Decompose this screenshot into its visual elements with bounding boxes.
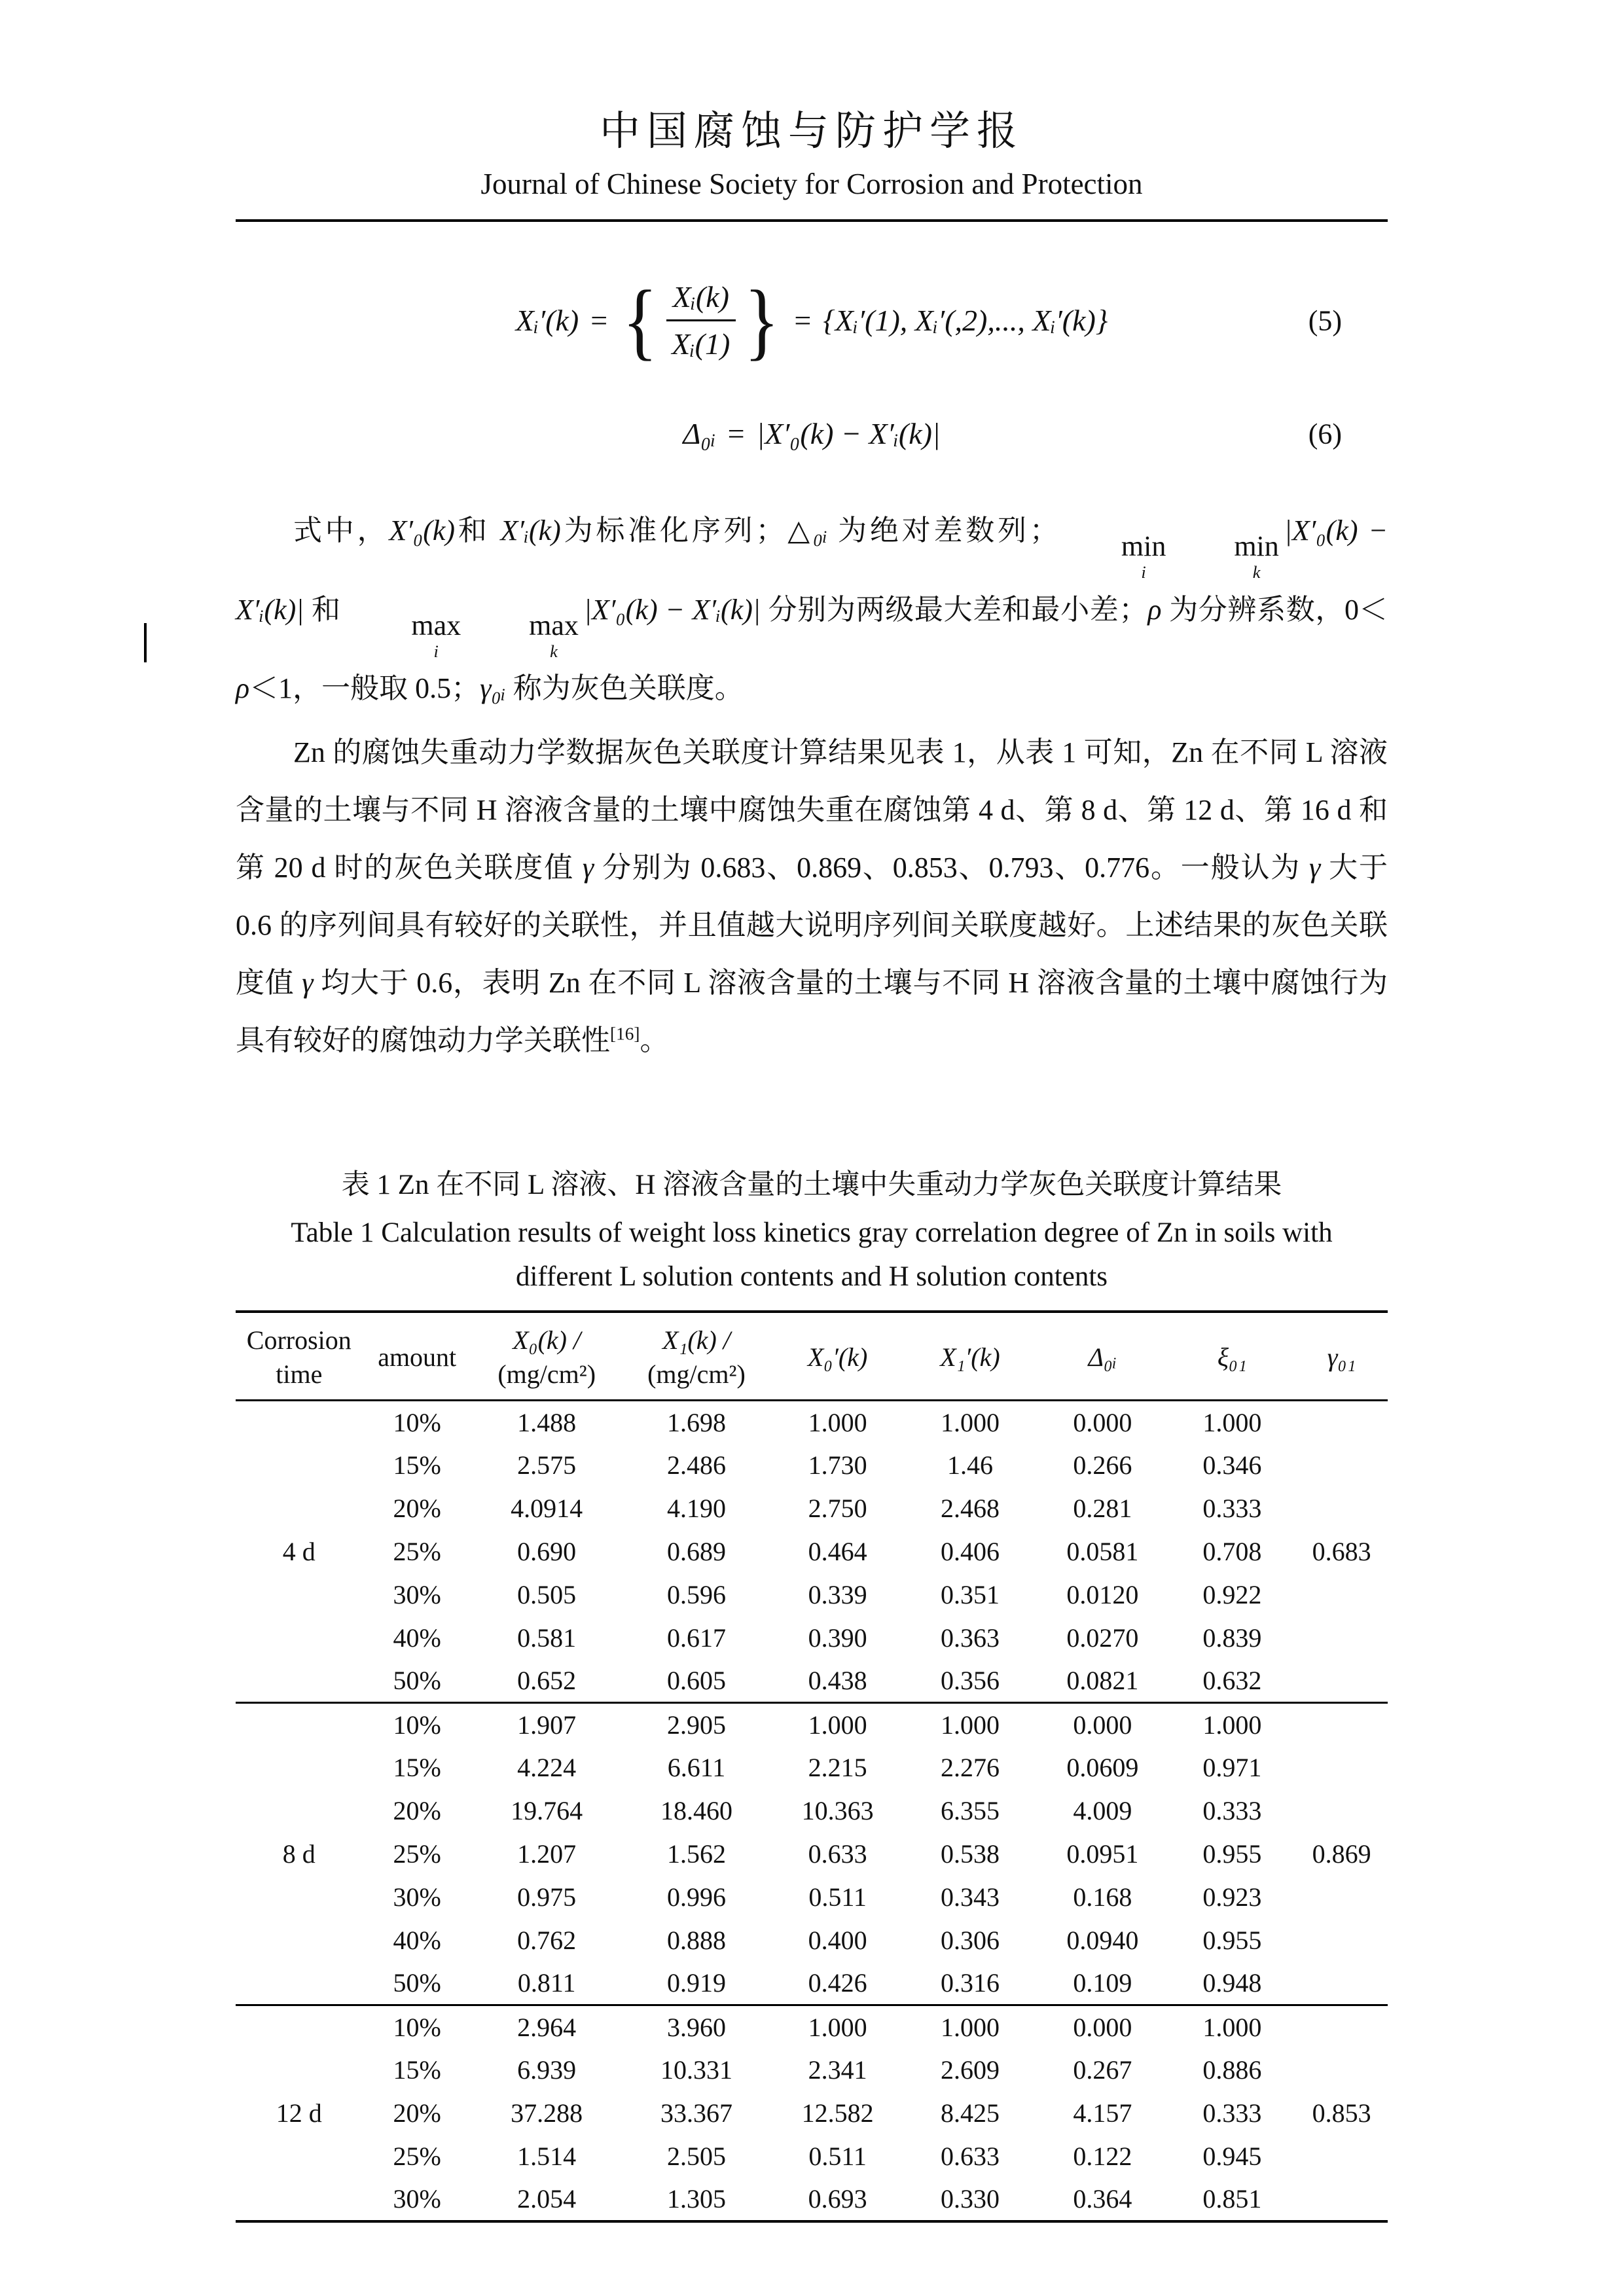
math-segment: X′₀(k) [389,514,456,547]
table-cell: 1.000 [808,1407,867,1437]
table-row [236,1962,1388,2005]
equation-5-body: Xᵢ′(k) = { $\frac{\text{Xᵢ(k)}}{\text{Xᵢ(1)}}$ } = {Xᵢ′(1), Xᵢ′(,2),..., Xᵢ′(k)} [515,272,1108,368]
table-row [236,1573,1388,1617]
table-cell: 0.955 [1202,1925,1262,1955]
text-segment: 为标准化序列； [560,514,785,547]
table-cell: 0.996 [666,1882,726,1912]
table-cell: 0.333 [1202,1795,1262,1825]
table-cell: 0.975 [517,1882,577,1912]
table-cell: 10.363 [801,1795,874,1825]
eq6-lhs: Δ₀ᵢ [683,417,716,450]
table-cell: 12.582 [801,2098,874,2128]
table-cell: 15% [393,2054,441,2085]
text-segment: 。 [640,1024,669,1057]
table-cell: 1.46 [947,1450,993,1480]
paragraph-results-discussion [236,724,1388,1069]
table-cell: 0.888 [666,1925,726,1955]
table-cell: 0.511 [808,2141,867,2171]
table-cell: 20% [393,1795,441,1825]
eq6-rhs: |X′₀(k) − X′ᵢ(k)| [756,417,941,450]
table-row [236,1746,1388,1789]
table-cell: 15% [393,1752,441,1782]
equation-6-body [683,416,940,451]
table-cell: 0.343 [940,1882,1000,1912]
eq6-number: (6) [1308,418,1342,450]
text-segment: 分别为两级最大差和最小差； [760,593,1148,626]
text-segment: 和 [304,593,349,626]
table-cell: 0.652 [517,1666,577,1696]
paragraph-formula-notes [236,502,1388,717]
table-cell: 10% [393,1407,441,1437]
table-cell: 0.406 [940,1536,1000,1566]
operator-label: min [1234,530,1279,563]
header-line: X₀′(k) [807,1342,868,1372]
operator-label: max [529,609,579,641]
eq5-fraction-denominator: Xᵢ(1) [672,327,731,361]
table-row [236,2135,1388,2178]
table-cell: 2.468 [940,1493,1000,1523]
table-cell: 25% [393,1839,441,1869]
table-caption-en [236,1211,1388,1299]
header-line: γ₀₁ [1327,1342,1356,1372]
table-caption-en-line2: different L solution contents and H solution contents [515,1261,1108,1292]
header-line: Δ₀ᵢ [1088,1342,1117,1372]
table-cell: 0.333 [1202,1493,1262,1523]
table-cell: 1.698 [666,1407,726,1437]
table-cell: 0.0940 [1066,1925,1139,1955]
eq6-equals: = [727,417,745,450]
corrosion-time-cell: 4 d [282,1536,316,1566]
header-line: time [276,1359,323,1390]
header-line: X₀(k) / [513,1325,581,1355]
table-group [236,1703,1388,2005]
header-line: Corrosion [246,1325,352,1355]
table-caption-en-line1: Table 1 Calculation results of weight loss kinetics gray correlation degree of Zn in soils with [291,1217,1333,1249]
math-segment: X′ᵢ(k) [500,514,561,547]
corrosion-time-cell: 12 d [276,2098,322,2128]
table-cell: 0.945 [1202,2141,1262,2171]
table-cell: 0.923 [1202,1882,1262,1912]
math-segment: γ [582,852,594,884]
operator-label: max [411,609,461,641]
table-cell: 4.190 [666,1493,726,1523]
table-cell: 1.000 [808,2012,867,2042]
operator-subscript: i [433,641,439,661]
table-cell: 37.288 [511,2098,583,2128]
table-row [236,1401,1388,1444]
min-operator [1064,532,1166,581]
table-cell: 0.690 [517,1536,577,1566]
header-line: (mg/cm²) [647,1359,746,1390]
text-segment: 和 [455,514,501,547]
table-cell: 0.281 [1073,1493,1132,1523]
gamma-value-cell: 0.683 [1312,1536,1371,1566]
table-cell: 0.581 [517,1623,577,1653]
table-cell: 4.157 [1073,2098,1132,2128]
col-header-corrosion-time [236,1312,363,1401]
math-segment: |X′₀(k) − X′ᵢ(k)| [583,593,761,626]
table-cell: 0.346 [1202,1450,1262,1480]
table-cell: 0.000 [1073,1710,1132,1740]
table-cell: 3.960 [666,2012,726,2042]
table-cell: 1.000 [940,1710,1000,1740]
math-segment: γ [1308,852,1321,884]
table-row [236,1530,1388,1573]
col-header-gamma-01 [1295,1312,1388,1401]
table-cell: 1.305 [666,2183,726,2214]
col-header-delta-0i [1036,1312,1168,1401]
table-cell: 1.000 [940,1407,1000,1437]
table-cell: 0.708 [1202,1536,1262,1566]
header-line: X₁(k) / [662,1325,731,1355]
journal-header [236,98,1388,222]
max-operator [353,611,461,660]
revision-bar [144,623,147,662]
eq5-lhs: Xᵢ′(k) [515,304,579,337]
table-cell: 0.000 [1073,1407,1132,1437]
table-row [236,1487,1388,1530]
text-segment: 式中， [293,514,389,547]
table-cell: 2.341 [808,2054,867,2085]
table-cell: 20% [393,2098,441,2128]
math-segment: |X′₀(k) − X′ᵢ(k)| [236,514,1388,626]
table-cell: 2.609 [940,2054,1000,2085]
table-row [236,1444,1388,1487]
eq5-rhs: {Xᵢ′(1), Xᵢ′(,2),..., Xᵢ′(k)} [823,304,1108,337]
min-operator [1176,532,1278,581]
table-cell: 0.306 [940,1925,1000,1955]
eq5-number: (5) [1308,304,1342,336]
table-cell: 2.276 [940,1752,1000,1782]
table-cell: 2.054 [517,2183,577,2214]
table-cell: 40% [393,1925,441,1955]
corrosion-time-cell: 8 d [282,1839,316,1869]
table-cell: 30% [393,1579,441,1609]
table-cell: 8.425 [940,2098,1000,2128]
table-row [236,1919,1388,1962]
math-segment: ρ [1147,593,1162,626]
table-cell: 0.0609 [1066,1752,1139,1782]
table-cell: 50% [393,1968,441,1998]
table-cell: 1.488 [517,1407,577,1437]
table-cell: 19.764 [511,1795,583,1825]
equation-6 [236,416,1388,451]
col-header-amount [363,1312,472,1401]
table-cell: 1.907 [517,1710,577,1740]
table-cell: 6.355 [940,1795,1000,1825]
header-line: X₁′(k) [940,1342,1000,1372]
table-cell: 25% [393,1536,441,1566]
table-cell: 0.955 [1202,1839,1262,1869]
table-cell: 0.400 [808,1925,867,1955]
table-cell: 2.505 [666,2141,726,2171]
table-cell: 2.575 [517,1450,577,1480]
citation-reference: [16] [610,1024,640,1044]
table-cell: 1.000 [1202,1407,1262,1437]
table-cell: 0.811 [517,1968,576,1998]
table-cell: 0.632 [1202,1666,1262,1696]
table-row [236,1833,1388,1876]
table-cell: 1.000 [940,2012,1000,2042]
eq5-fraction-numerator: Xᵢ(k) [666,279,736,321]
col-header-xi-01 [1169,1312,1296,1401]
table-cell: 0.0120 [1066,1579,1139,1609]
text-segment: Zn 的腐蚀失重动力学数据灰色关联度计算结果见表 1，从表 1 可知，Zn 在不同 L 溶液含量的土壤与不同 H 溶液含量的土壤中腐蚀失重在腐蚀第 4 d、第 8 d、第 12 d、第 16 d 和第 20 d 时的灰色关联度值 [236,736,1388,884]
table-cell: 1.000 [1202,1710,1262,1740]
text-segment: 均大于 0.6，表明 Zn 在不同 L 溶液含量的土壤与不同 H 溶液含量的土壤中腐蚀行为具有较好的腐蚀动力学关联性 [236,967,1388,1057]
math-segment: △₀ᵢ [784,514,828,547]
table-cell: 0.596 [666,1579,726,1609]
table-cell: 30% [393,1882,441,1912]
table-header-row [236,1312,1388,1401]
gamma-value-cell: 0.869 [1312,1839,1371,1869]
table-cell: 0.689 [666,1536,726,1566]
table-cell: 0.168 [1073,1882,1132,1912]
table-cell: 0.333 [1202,2098,1262,2128]
table-cell: 1.000 [1202,2012,1262,2042]
max-operator [471,611,579,660]
table-cell: 2.750 [808,1493,867,1523]
header-line: ξ₀₁ [1217,1342,1247,1372]
journal-title-cn: 中国腐蚀与防护学报 [599,109,1024,154]
journal-title-en: Journal of Chinese Society for Corrosion and Protection [480,168,1143,200]
equation-5 [236,272,1388,368]
table-cell: 4.0914 [511,1493,583,1523]
table-cell: 0.000 [1073,2012,1132,2042]
eq5-equals-1: = [590,304,608,337]
table-cell: 2.905 [666,1710,726,1740]
text-segment: 大于 0.6 的序列间具有较好的关联性，并且值越大说明序列间关联度越好。上述结果的灰色关联度值 [236,852,1388,999]
table-row [236,2005,1388,2049]
table-cell: 30% [393,2183,441,2214]
header-line: (mg/cm²) [497,1359,596,1390]
text-segment: 为绝对差数列； [827,514,1058,547]
table-group [236,1401,1388,1703]
table-cell: 10% [393,1710,441,1740]
table-cell: 0.919 [666,1968,726,1998]
table-cell: 0.511 [808,1882,867,1912]
text-segment: 分别为 0.683、0.869、0.853、0.793、0.776。一般认为 [594,852,1309,884]
table-cell: 0.605 [666,1666,726,1696]
table-cell: 0.390 [808,1623,867,1653]
table-cell: 10% [393,2012,441,2042]
table-cell: 0.762 [517,1925,577,1955]
table-cell: 0.886 [1202,2054,1262,2085]
table-row [236,2092,1388,2135]
table-cell: 1.207 [517,1839,577,1869]
table-cell: 33.367 [660,2098,732,2128]
table-row [236,1660,1388,1703]
table-cell: 0.267 [1073,2054,1132,2085]
table-cell: 0.693 [808,2183,867,2214]
table-row [236,1789,1388,1833]
gamma-value-cell: 0.853 [1312,2098,1371,2128]
table-cell: 0.851 [1202,2183,1262,2214]
table-cell: 40% [393,1623,441,1653]
table-cell: 0.617 [666,1623,726,1653]
table-cell: 1.000 [808,1710,867,1740]
math-segment: ρ [236,672,250,705]
table-cell: 0.839 [1202,1623,1262,1653]
table-cell: 18.460 [660,1795,732,1825]
table-cell: 0.339 [808,1579,867,1609]
table-cell: 0.633 [808,1839,867,1869]
table-caption-cn: 表 1 Zn 在不同 L 溶液、H 溶液含量的土壤中失重动力学灰色关联度计算结果 [341,1170,1282,1201]
table-cell: 0.426 [808,1968,867,1998]
results-table [236,1310,1388,2223]
table-cell: 0.109 [1073,1968,1132,1998]
table-cell: 0.922 [1202,1579,1262,1609]
table-cell: 0.363 [940,1623,1000,1653]
table-cell: 0.0270 [1066,1623,1139,1653]
table-cell: 20% [393,1493,441,1523]
table-cell: 0.330 [940,2183,1000,2214]
table-cell: 0.633 [940,2141,1000,2171]
header-divider [236,219,1388,222]
text-segment: 为分辨系数，0＜ [1161,593,1388,626]
operator-subscript: k [1252,562,1261,583]
table-cell: 4.009 [1073,1795,1132,1825]
table-row [236,1876,1388,1919]
table-cell: 1.514 [517,2141,577,2171]
table-row [236,2049,1388,2092]
table-cell: 0.971 [1202,1752,1262,1782]
table-cell: 0.948 [1202,1968,1262,1998]
table-cell: 0.505 [517,1579,577,1609]
table-cell: 15% [393,1450,441,1480]
math-segment: γ₀ᵢ [480,672,506,705]
table-cell: 0.122 [1073,2141,1132,2171]
col-header-x0k [472,1312,622,1401]
table-cell: 1.730 [808,1450,867,1480]
math-segment: γ [302,967,314,999]
table-cell: 6.939 [517,2054,577,2085]
eq5-equals-2: = [794,304,812,337]
table-row [236,1617,1388,1660]
table-cell: 0.351 [940,1579,1000,1609]
text-segment: 称为灰色关联度。 [505,672,744,705]
table-cell: 2.215 [808,1752,867,1782]
col-header-x1k-normalized [904,1312,1036,1401]
table-row [236,1703,1388,1746]
table-cell: 2.486 [666,1450,726,1480]
table-cell: 4.224 [517,1752,577,1782]
table-cell: 50% [393,1666,441,1696]
table-cell: 2.964 [517,2012,577,2042]
table-cell: 0.0951 [1066,1839,1139,1869]
operator-subscript: i [1141,562,1146,583]
col-header-x1k [622,1312,772,1401]
table-cell: 0.364 [1073,2183,1132,2214]
table-row [236,2178,1388,2221]
table-cell: 6.611 [667,1752,726,1782]
eq5-fraction [661,279,741,361]
table-cell: 25% [393,2141,441,2171]
table-cell: 0.316 [940,1968,1000,1998]
table-cell: 0.266 [1073,1450,1132,1480]
table-cell: 0.464 [808,1536,867,1566]
text-segment: ＜1，一般取 0.5； [249,672,480,705]
operator-subscript: k [550,641,558,661]
table-cell: 0.538 [940,1839,1000,1869]
table-cell: 0.0581 [1066,1536,1139,1566]
header-line: amount [378,1342,457,1372]
operator-label: min [1121,530,1166,563]
table-cell: 0.0821 [1066,1666,1139,1696]
table-cell: 1.562 [666,1839,726,1869]
table-cell: 0.356 [940,1666,1000,1696]
col-header-x0k-normalized [771,1312,903,1401]
table-cell: 0.438 [808,1666,867,1696]
table-cell: 10.331 [660,2054,732,2085]
table-group [236,2005,1388,2221]
